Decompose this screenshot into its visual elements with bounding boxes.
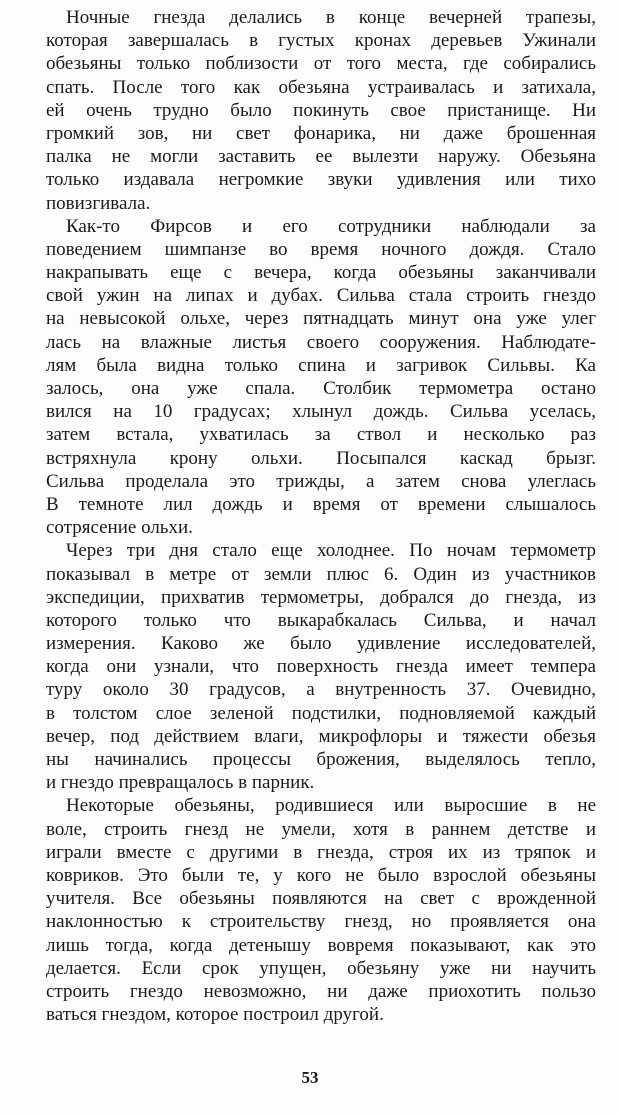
text-line: В темноте лил дождь и время от времени слышалось xyxy=(46,493,596,515)
text-line: ваться гнездом, которое построил другой. xyxy=(46,1004,384,1026)
text-line: экспедиции, прихватив термометры, добрался до гнезда, из xyxy=(46,586,596,608)
text-line: воле, строить гнезд не умели, хотя в раннем детстве и xyxy=(46,818,596,840)
text-line: затем встала, ухватилась за ствол и несколько раз xyxy=(46,424,596,446)
text-line: ей очень трудно было покинуть свое пристанище. Ни xyxy=(46,99,596,121)
text-line: Некоторые обезьяны, родившиеся или выросшие в не xyxy=(66,795,596,817)
paragraph xyxy=(26,539,596,794)
text-line: сотрясение ольхи. xyxy=(46,517,193,539)
text-line: играли вместе с другими в гнезда, строя их из тряпок и xyxy=(46,841,596,863)
text-line: встряхнула крону ольхи. Посыпался каскад брызг. xyxy=(46,447,596,469)
text-line: свой ужин на липах и дубах. Сильва стала строить гнездо xyxy=(46,285,596,307)
text-line: залось, она уже спала. Столбик термометра остано xyxy=(46,378,596,399)
text-line: которого только что выкарабкалась Сильва, и начал xyxy=(46,609,596,631)
text-line: строить гнездо невозможно, ни даже приохотить пользо xyxy=(46,980,596,1002)
text-line: накрапывать еще с вечера, когда обезьяны заканчивали xyxy=(46,262,596,284)
text-line: лям была видна только спина и загривок Сильвы. Ка xyxy=(46,354,596,376)
text-line: обезьяны только поблизости от того места, где собирались xyxy=(46,53,596,75)
text-line: поведением шимпанзе во время ночного дождя. Стало xyxy=(46,238,596,260)
text-line: наклонностью к строительству гнезд, но проявляется она xyxy=(46,911,596,933)
text-line: спать. После того как обезьяна устраивалась и затихала, xyxy=(46,76,596,98)
text-line: которая завершалась в густых кронах деревьев Ужинали xyxy=(46,30,596,52)
text-line: вился на 10 градусах; хлынул дождь. Сильва уселась, xyxy=(46,401,596,423)
text-line: на невысокой ольхе, через пятнадцать минут она уже улег xyxy=(46,308,596,330)
text-line: ны начинались процессы брожения, выделялось тепло, xyxy=(46,749,596,770)
text-line: повизгивала. xyxy=(46,192,151,214)
paragraph xyxy=(26,794,596,1026)
body-text xyxy=(26,6,596,1026)
text-line: учителя. Все обезьяны появляются на свет с врожденной xyxy=(46,888,596,910)
text-line: показывал в метре от земли плюс 6. Один из участников xyxy=(46,563,596,585)
text-line: делается. Если срок упущен, обезьяну уже ни научить xyxy=(46,957,596,979)
text-line: Сильва проделала это трижды, а затем снова улеглась xyxy=(46,470,596,492)
text-line: когда они узнали, что поверхность гнезда имеет темпера xyxy=(46,656,596,678)
text-line: и гнездо превращалось в парник. xyxy=(46,772,315,794)
text-line: измерения. Каково же было удивление исследователей, xyxy=(46,633,596,655)
text-line: громкий зов, ни свет фонарика, ни даже брошенная xyxy=(46,122,596,144)
text-line: Через три дня стало еще холоднее. По ночам термометр xyxy=(66,540,596,562)
text-line: только издавала негромкие звуки удивления или тихо xyxy=(46,169,596,191)
text-line: лась на влажные листья своего сооружения. Наблюдате- xyxy=(46,331,596,353)
page-number: 53 xyxy=(301,1068,319,1087)
text-line: вечер, под действием влаги, микрофлоры и тяжести обезья xyxy=(46,725,596,747)
text-line: палка не могли заставить ее вылезти наружу. Обезьяна xyxy=(46,146,596,168)
paragraph xyxy=(26,6,596,215)
text-line: в толстом слое зеленой подстилки, подновляемой каждый xyxy=(46,702,596,724)
text-line: Как-то Фирсов и его сотрудники наблюдали за xyxy=(66,215,596,237)
text-line: туру около 30 градусов, а внутренность 37. Очевидно, xyxy=(46,679,596,701)
paragraph xyxy=(26,215,596,540)
text-line: Ночные гнезда делались в конце вечерней трапезы, xyxy=(66,7,596,28)
text-line: ковриков. Это были те, у кого не было взрослой обезьяны xyxy=(46,864,596,886)
text-line: лишь тогда, когда детенышу вовремя показывают, как это xyxy=(46,934,596,956)
